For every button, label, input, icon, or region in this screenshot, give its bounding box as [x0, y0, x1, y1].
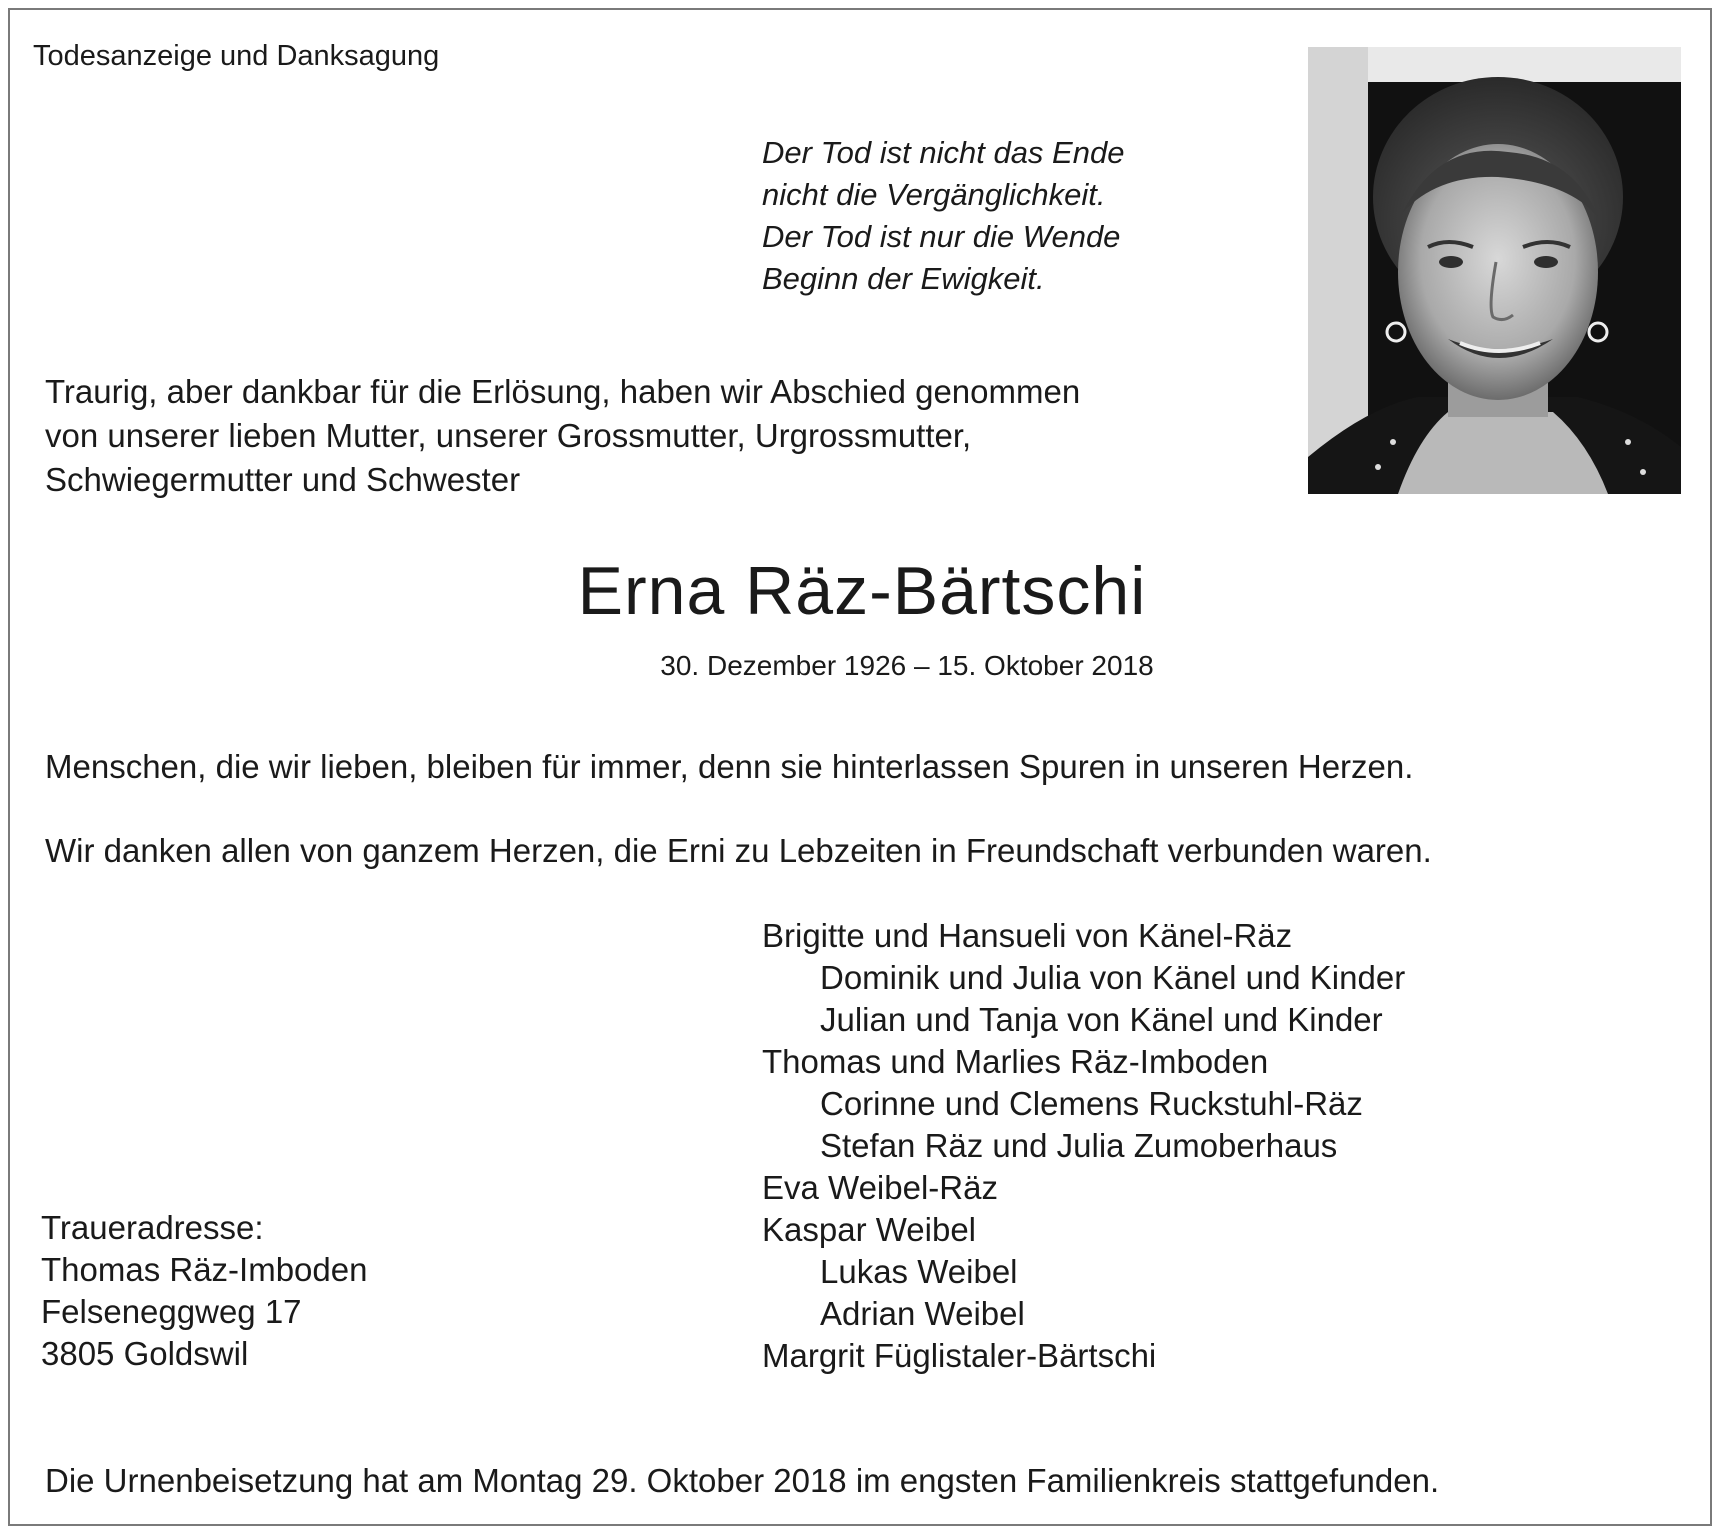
- family-member: Lukas Weibel: [820, 1253, 1018, 1290]
- intro-line: Traurig, aber dankbar für die Erlösung, haben wir Abschied genommen: [45, 373, 1081, 410]
- family-member: Corinne und Clemens Ruckstuhl-Räz: [820, 1085, 1363, 1122]
- family-list: [762, 915, 1405, 1377]
- poem: [762, 132, 1124, 300]
- portrait-photo: [1308, 47, 1681, 494]
- address-name: Thomas Räz-Imboden: [41, 1251, 368, 1288]
- poem-line: Der Tod ist nicht das Ende: [762, 135, 1125, 170]
- burial-note: Die Urnenbeisetzung hat am Montag 29. Oktober 2018 im engsten Familienkreis stattgefunden.: [45, 1462, 1440, 1499]
- deceased-name: Erna Räz-Bärtschi: [577, 553, 1147, 629]
- message-line: Menschen, die wir lieben, bleiben für immer, denn sie hinterlassen Spuren in unseren Herzen.: [45, 748, 1414, 785]
- intro-line: Schwiegermutter und Schwester: [45, 461, 521, 498]
- intro-text: [45, 370, 1080, 502]
- family-member: Adrian Weibel: [820, 1295, 1025, 1332]
- family-member: Margrit Füglistaler-Bärtschi: [762, 1337, 1157, 1374]
- family-member: Brigitte und Hansueli von Känel-Räz: [762, 917, 1293, 954]
- family-member: Dominik und Julia von Känel und Kinder: [820, 959, 1406, 996]
- family-member: Kaspar Weibel: [762, 1211, 977, 1248]
- family-member: Thomas und Marlies Räz-Imboden: [762, 1043, 1269, 1080]
- notice-heading: Todesanzeige und Danksagung: [33, 40, 440, 72]
- poem-line: nicht die Vergänglichkeit.: [762, 177, 1106, 212]
- address-label: Traueradresse:: [41, 1209, 264, 1246]
- address-city: 3805 Goldswil: [41, 1335, 249, 1372]
- poem-line: Der Tod ist nur die Wende: [762, 219, 1121, 254]
- thanks-line: Wir danken allen von ganzem Herzen, die Erni zu Lebzeiten in Freundschaft verbunden waren.: [45, 832, 1432, 869]
- family-member: Eva Weibel-Räz: [762, 1169, 998, 1206]
- life-dates: 30. Dezember 1926 – 15. Oktober 2018: [660, 650, 1154, 681]
- address-street: Felseneggweg 17: [41, 1293, 302, 1330]
- poem-line: Beginn der Ewigkeit.: [762, 261, 1045, 296]
- mourning-address: [41, 1207, 367, 1375]
- intro-line: von unserer lieben Mutter, unserer Grossmutter, Urgrossmutter,: [45, 417, 972, 454]
- family-member: Julian und Tanja von Känel und Kinder: [820, 1001, 1383, 1038]
- family-member: Stefan Räz und Julia Zumoberhaus: [820, 1127, 1338, 1164]
